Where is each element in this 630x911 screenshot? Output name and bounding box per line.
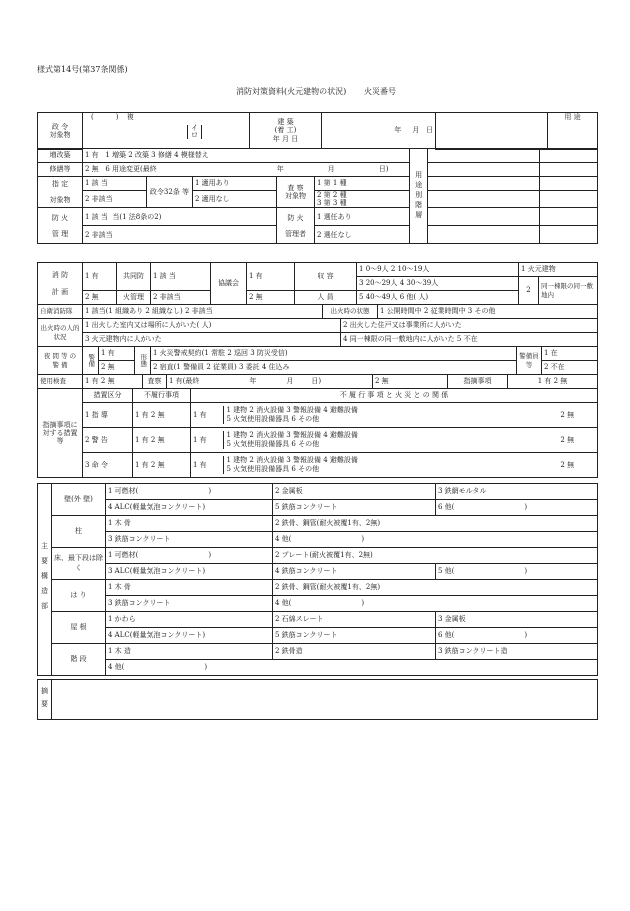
kyogikai-label: 協議会 bbox=[211, 263, 247, 305]
keitai-opt-2[interactable]: 2 宿直(1 警備員 2 従業員) 3 委託 4 住込み bbox=[151, 361, 517, 375]
shitei-opt-1[interactable]: 1 該 当 bbox=[83, 177, 147, 191]
human-status-label: 出火時の人的状況 bbox=[38, 319, 83, 347]
seirei-value-cell[interactable]: ( ) 複 イ ロ bbox=[83, 113, 250, 149]
shukka-options[interactable]: 1 公開時間中 2 従業時間中 3 その他 bbox=[378, 305, 598, 319]
measure-row-2-label: 2 警 告 bbox=[83, 428, 133, 453]
keibiin-opt-1[interactable]: 1 在 bbox=[542, 347, 598, 361]
sasatsu-opt-1[interactable]: 1 第 1 種 bbox=[315, 177, 410, 191]
measure-row-2-items[interactable]: 1 建物 2 消火設備 3 警報設備 4 避難設備 5 火気使用設備器具 6 その他 bbox=[221, 428, 538, 453]
hari-opt-1[interactable]: 1 木 骨 bbox=[106, 580, 273, 596]
measure-row-3-items[interactable]: 1 建物 2 消火設備 3 警報設備 4 避難設備 5 火気使用設備器具 6 その他 bbox=[221, 453, 538, 478]
kabe-opt-3[interactable]: 3 鉄網モルタル bbox=[436, 484, 598, 500]
yoto-cell-3[interactable] bbox=[428, 177, 540, 191]
yoto-cell-1[interactable] bbox=[428, 149, 540, 163]
shiyo-options[interactable]: 1 有 2 無 bbox=[83, 375, 143, 389]
sasatsu-label: 査察 bbox=[143, 375, 167, 389]
furitsu-header: 不履行事項 bbox=[133, 389, 191, 403]
shiteki-options[interactable]: 1 有 2 無 bbox=[508, 375, 598, 389]
kankei-header: 不 履 行 事 項 と 火 災 と の 関 係 bbox=[191, 389, 598, 403]
keibi-opt-1[interactable]: 1 有 bbox=[99, 347, 135, 361]
yoto-cell-4[interactable] bbox=[428, 191, 540, 208]
kaiso-cell-3[interactable] bbox=[540, 177, 598, 191]
sasatsu-opt-2[interactable]: 2 第 2 種 3 第 3 種 bbox=[315, 191, 410, 208]
jin-in-label: 人 員 bbox=[295, 291, 357, 305]
keibiin-opt-2[interactable]: 2 不在 bbox=[542, 361, 598, 375]
measure-row-1-items[interactable]: 1 建物 2 消火設備 3 警報設備 4 避難設備 5 火気使用設備器具 6 その他 bbox=[221, 403, 538, 428]
yoto-cell-2[interactable] bbox=[428, 163, 540, 177]
kabe-opt-6[interactable]: 6 他( ) bbox=[436, 500, 598, 516]
form-title: 消防対策資料(火元建物の状況) bbox=[236, 87, 347, 96]
yuka-opt-4[interactable]: 4 鉄筋コンクリート bbox=[273, 564, 436, 580]
people-opt-2[interactable]: 3 20～29人 4 30～39人 bbox=[357, 277, 519, 291]
measure-row-1-nashi[interactable]: 2 無 bbox=[538, 403, 598, 428]
measure-row-1-label: 1 指 導 bbox=[83, 403, 133, 428]
yoto-column-label: 用 途 bbox=[548, 113, 598, 150]
hi-opt-2-text[interactable]: 同一棟限の同一敷地内 bbox=[539, 277, 598, 305]
boka-opt-2[interactable]: 2 非該当 bbox=[83, 226, 277, 244]
measure-row-2-ari[interactable]: 1 有 bbox=[191, 428, 221, 453]
human-opt-1[interactable]: 1 出火した室内又は場所に人がいた( 人) bbox=[83, 319, 341, 333]
kubun-header: 措置区分 bbox=[83, 389, 133, 403]
fire-number-label: 火災番号 bbox=[364, 87, 396, 96]
shiteki-label: 指摘事項 bbox=[448, 375, 508, 389]
shitei-label: 指 定 対象物 bbox=[38, 177, 83, 208]
building-basic-table bbox=[37, 112, 598, 150]
shobo-u2[interactable]: 2 無 bbox=[83, 291, 117, 305]
hari-label: は り bbox=[52, 580, 106, 612]
building-details-table bbox=[37, 148, 598, 244]
jishu-label: 自衛消防隊 bbox=[38, 305, 83, 319]
yane-opt-3[interactable]: 3 金属板 bbox=[436, 612, 598, 628]
shuyo-kozo-label: 主要構造部 bbox=[38, 484, 52, 676]
people-opt-1[interactable]: 1 0～9人 2 10～19人 bbox=[357, 263, 519, 277]
shitei-opt-2[interactable]: 2 非該当 bbox=[83, 191, 147, 208]
yane-opt-2[interactable]: 2 石綿スレート bbox=[273, 612, 436, 628]
hari-opt-3[interactable]: 3 鉄筋コンクリート bbox=[106, 596, 273, 612]
boka-opt-1[interactable]: 1 該 当 当(1 法8条の2) bbox=[83, 208, 277, 226]
yuka-opt-1[interactable]: 1 可燃材( ) bbox=[106, 548, 273, 564]
zoukai-row-2[interactable]: 2 無 6 用途変更(最終 年 月 日) bbox=[83, 163, 410, 177]
remarks-area[interactable] bbox=[52, 680, 598, 720]
measure-row-2-value[interactable]: 1 有 2 無 bbox=[133, 428, 191, 453]
sasatsu-nashi[interactable]: 2 無 bbox=[373, 375, 448, 389]
kabe-label: 壁(外 壁) bbox=[52, 484, 106, 516]
kaidan-opt-4[interactable]: 4 他( ) bbox=[106, 660, 598, 676]
kaidan-opt-1[interactable]: 1 木 造 bbox=[106, 644, 273, 660]
yane-label: 屋 根 bbox=[52, 612, 106, 644]
yane-opt-5[interactable]: 5 鉄筋コンクリート bbox=[273, 628, 436, 644]
seirei-label: 政 令 対象物 bbox=[38, 113, 83, 150]
bokasha-opt-2[interactable]: 2 選任なし bbox=[315, 226, 410, 244]
hashira-opt-4[interactable]: 4 他( ) bbox=[273, 532, 598, 548]
shobo-keikaku-label: 消 防 計 画 bbox=[38, 263, 83, 305]
kyodobo-label: 共同防 bbox=[117, 263, 151, 291]
shobo-u1[interactable]: 1 有 bbox=[83, 263, 117, 291]
keibi-opt-2[interactable]: 2 無 bbox=[99, 361, 135, 375]
yoto-cell-5[interactable] bbox=[428, 208, 540, 226]
hashira-opt-3[interactable]: 3 鉄筋コンクリート bbox=[106, 532, 273, 548]
kyodobo-opt-1[interactable]: 1 該 当 bbox=[151, 263, 211, 291]
yane-opt-6[interactable]: 6 他( ) bbox=[436, 628, 598, 644]
measures-table bbox=[37, 388, 598, 478]
kenchiku-date[interactable]: 年 月 日 bbox=[322, 113, 436, 149]
hari-opt-4[interactable]: 4 他( ) bbox=[273, 596, 598, 612]
kabe-opt-4[interactable]: 4 ALC(軽量気泡コンクリート) bbox=[106, 500, 273, 516]
zoukai-label: 増改築 bbox=[38, 149, 83, 163]
boka-label: 防 火 管 理 bbox=[38, 208, 83, 244]
keitai-label: 形態 bbox=[135, 347, 151, 375]
spacer-cell bbox=[436, 113, 548, 150]
yoto-betsu-label: 用途別階層 bbox=[410, 149, 428, 244]
shiyo-label: 使用検査 bbox=[38, 375, 83, 389]
kasai-kanri-label: 火管理 bbox=[117, 291, 151, 305]
bokasha-label: 防 火 管理者 bbox=[277, 208, 315, 244]
measure-row-3-nashi[interactable]: 2 無 bbox=[538, 453, 598, 478]
kyogikai-opt-1[interactable]: 1 有 bbox=[247, 263, 295, 291]
kaiso-cell-6[interactable] bbox=[540, 226, 598, 244]
bokasha-opt-1[interactable]: 1 選任あり bbox=[315, 208, 410, 226]
fire-plan-table bbox=[37, 262, 598, 305]
structure-table bbox=[37, 483, 598, 676]
yoto-cell-6[interactable] bbox=[428, 226, 540, 244]
hashira-label: 柱 bbox=[52, 516, 106, 548]
night-security-table bbox=[37, 346, 598, 375]
zoukai-row-1[interactable]: 1 有 1 増築 2 改築 3 修繕 4 模様替え bbox=[83, 149, 410, 163]
tekiyo-ari[interactable]: 1 適用あり bbox=[193, 177, 277, 191]
kaidan-label: 階 段 bbox=[52, 644, 106, 676]
measures-label: 指摘事項に対する措置等 bbox=[38, 389, 83, 478]
keitai-opt-1[interactable]: 1 火災警戒契約(1 常駐 2 巡回 3 防災受信) bbox=[151, 347, 517, 361]
kabe-opt-2[interactable]: 2 金属板 bbox=[273, 484, 436, 500]
kaidan-opt-2[interactable]: 2 鉄骨造 bbox=[273, 644, 436, 660]
hashira-opt-2[interactable]: 2 鉄骨、鋼管(耐火被覆1有、2無) bbox=[273, 516, 598, 532]
hi-opt-2-num[interactable]: 2 bbox=[519, 277, 539, 305]
seirei32-label: 政令32条 等 bbox=[147, 177, 193, 208]
measure-row-1-ari[interactable]: 1 有 bbox=[191, 403, 221, 428]
tekiyo-nashi[interactable]: 2 適用なし bbox=[193, 191, 277, 208]
yane-opt-1[interactable]: 1 かわら bbox=[106, 612, 273, 628]
human-opt-2[interactable]: 2 出火した住戸又は事業所に人がいた bbox=[341, 319, 598, 333]
yuka-opt-3[interactable]: 3 ALC(軽量気泡コンクリート) bbox=[106, 564, 273, 580]
kaiso-cell-2[interactable] bbox=[540, 163, 598, 177]
keibiin-label: 警備員等 bbox=[517, 347, 542, 375]
human-opt-3[interactable]: 3 火元建物内に人がいた bbox=[83, 333, 341, 347]
kaiso-cell-5[interactable] bbox=[540, 208, 598, 226]
human-status-table bbox=[37, 318, 598, 347]
hashira-opt-1[interactable]: 1 木 骨 bbox=[106, 516, 273, 532]
keibi-label: 警備 bbox=[83, 347, 99, 375]
measure-row-2-nashi[interactable]: 2 無 bbox=[538, 428, 598, 453]
sasatsu-taisho-label: 査 察 対象物 bbox=[277, 177, 315, 208]
hi-opt-1[interactable]: 1 火元建物 bbox=[519, 263, 598, 277]
measure-row-3-ari[interactable]: 1 有 bbox=[191, 453, 221, 478]
yuka-opt-2[interactable]: 2 プレート(耐火被覆1有、2無) bbox=[273, 548, 598, 564]
inspection-table bbox=[37, 374, 598, 389]
kaiso-cell-1[interactable] bbox=[540, 149, 598, 163]
remarks-table bbox=[37, 679, 598, 720]
kyogikai-opt-2[interactable]: 2 無 bbox=[247, 291, 295, 305]
self-defense-table bbox=[37, 304, 598, 319]
shukka-label: 出火時の状態 bbox=[323, 305, 378, 319]
yane-opt-4[interactable]: 4 ALC(軽量気泡コンクリート) bbox=[106, 628, 273, 644]
kabe-opt-1[interactable]: 1 可燃材( ) bbox=[106, 484, 273, 500]
kaidan-opt-3[interactable]: 3 鉄筋コンクリート造 bbox=[436, 644, 598, 660]
human-opt-4[interactable]: 4 同一棟限の同一敷地内に人がいた 5 不在 bbox=[341, 333, 598, 347]
yuka-label: 床、最下段は除く bbox=[52, 548, 106, 580]
sasatsu-date[interactable]: 1 有(最終 年 月 日) bbox=[167, 375, 373, 389]
yuka-opt-5[interactable]: 5 他( ) bbox=[436, 564, 598, 580]
kaiso-cell-4[interactable] bbox=[540, 191, 598, 208]
form-number: 様式第14号(第37条関係) bbox=[37, 65, 128, 74]
kyodobo-opt-2[interactable]: 2 非該当 bbox=[151, 291, 211, 305]
shuyo-label: 収 容 bbox=[295, 263, 357, 291]
shuzen-label: 修繕等 bbox=[38, 163, 83, 177]
measure-row-1-value[interactable]: 1 有 2 無 bbox=[133, 403, 191, 428]
night-security-label: 夜 間 等 の 警 備 bbox=[38, 347, 83, 375]
jishu-options[interactable]: 1 該当(1 組織あり 2 組織なし) 2 非該当 bbox=[83, 305, 323, 319]
measure-row-3-label: 3 命 令 bbox=[83, 453, 133, 478]
kenchiku-label: 建 築 (着 工) 年 月 日 bbox=[250, 113, 322, 149]
people-opt-3[interactable]: 5 40～49人 6 他( 人) bbox=[357, 291, 519, 305]
tekiyo-label: 摘要 bbox=[38, 680, 52, 720]
kabe-opt-5[interactable]: 5 鉄筋コンクリート bbox=[273, 500, 436, 516]
hari-opt-2[interactable]: 2 鉄骨、鋼管(耐火被覆1有、2無) bbox=[273, 580, 598, 596]
measure-row-3-value[interactable]: 1 有 2 無 bbox=[133, 453, 191, 478]
